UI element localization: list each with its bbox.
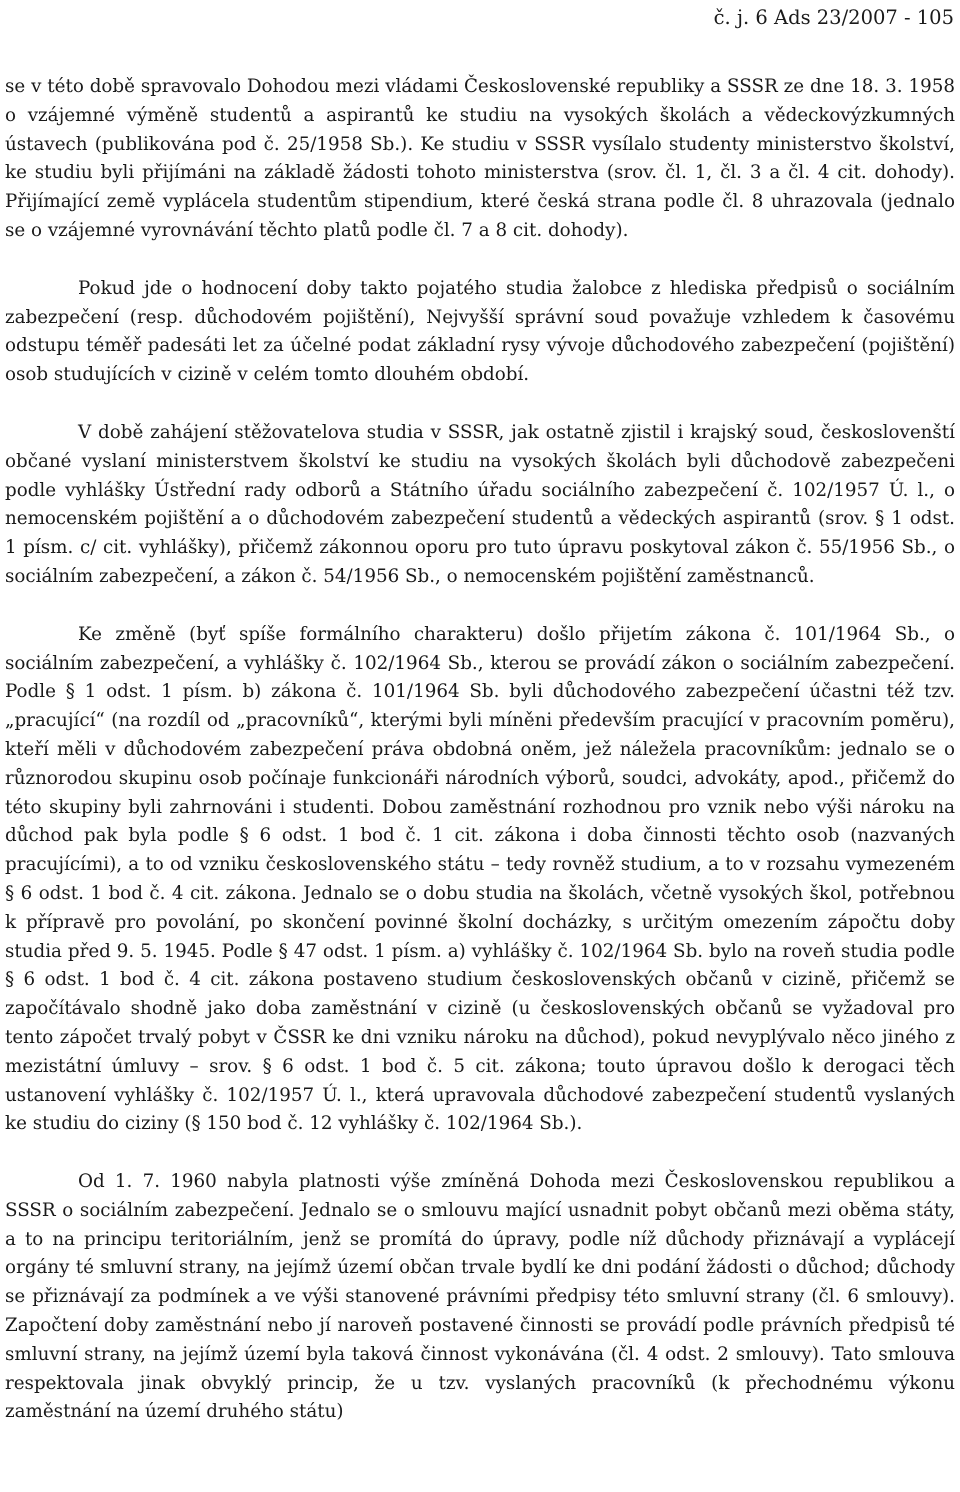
case-number-header: č. j. 6 Ads 23/2007 - 105 (713, 6, 954, 29)
paragraph-4: Ke změně (byť spíše formálního charakteru) došlo přijetím zákona č. 101/1964 Sb., o sociálním zabezpečení, a vyhlášky č. 102/1964 Sb., kterou se provádí zákon o sociálním zabezpečení. Podle § 1 odst. 1 písm. b) zákona č. 101/1964 Sb. byli důchodového zabezpečení účastni též tzv. „pracující“ (na rozdíl od „pracovníků“, kterými byli míněni především pracující v pracovním poměru), kteří měli v důchodovém zabezpečení práva obdobná oněm, jež náležela pracovníkům: jednalo se o různorodou skupinu osob počínaje funkcionáři národních výborů, soudci, advokáty, apod., přičemž do této skupiny byli zahrnováni i studenti. Dobou zaměstnání rozhodnou pro vznik nebo výši nároku na důchod pak byla podle § 6 odst. 1 bod č. 1 cit. zákona i doba činnosti těchto osob (nazvaných pracujícími), a to od vzniku československého státu – tedy rovněž studium, a to v rozsahu vymezeném § 6 odst. 1 bod č. 4 cit. zákona. Jednalo se o dobu studia na školách, včetně vysokých škol, potřebnou k přípravě pro povolání, po skončení povinné školní docházky, s určitým omezením zápočtu doby studia před 9. 5. 1945. Podle § 47 odst. 1 písm. a) vyhlášky č. 102/1964 Sb. bylo na roveň studia podle § 6 odst. 1 bod č. 4 cit. zákona postaveno studium československých občanů v cizině, přičemž se započítávalo shodně jako doba zaměstnání v cizině (u československých občanů se vyžadoval pro tento zápočet trvalý pobyt v ČSSR ke dni vzniku nároku na důchod), pokud nevyplývalo něco jiného z mezistátní úmluvy – srov. § 6 odst. 1 bod č. 5 cit. zákona; touto úpravou došlo k derogaci těch ustanovení vyhlášky č. 102/1957 Ú. l., která upravovala důchodové zabezpečení studentů vyslaných ke studiu do ciziny (§ 150 bod č. 12 vyhlášky č. 102/1964 Sb.). (5, 623, 955, 1135)
paragraph-1: se v této době spravovalo Dohodou mezi vládami Československé republiky a SSSR ze dne 18. 3. 1958 o vzájemné výměně studentů a aspirantů ke studiu na vysokých školách a vědeckovýzkumných ústavech (publikována pod č. 25/1958 Sb.). Ke studiu v SSSR vysílalo studenty ministerstvo školství, ke studiu byli přijímáni na základě žádosti tohoto ministerstva (srov. čl. 1, čl. 3 a čl. 4 cit. dohody). Přijímající země vyplácela studentům stipendium, které česká strana podle čl. 8 uhrazovala (jednalo se o vzájemné vyrovnávání těchto platů podle čl. 7 a 8 cit. dohody). (5, 76, 955, 241)
paragraph-5: Od 1. 7. 1960 nabyla platnosti výše zmíněná Dohoda mezi Československou republikou a SSSR o sociálním zabezpečení. Jednalo se o smlouvu mající usnadnit pobyt občanů mezi oběma státy, a to na principu teritoriálním, jenž se promítá do úpravy, podle níž důchody přiznávají a vyplácejí orgány té smluvní strany, na jejímž území občan trvale bydlí ke dni podání žádosti o důchod; důchody se přiznávají za podmínek a ve výši stanovené právními předpisy této smluvní strany (čl. 6 smlouvy). Započtení doby zaměstnání nebo jí naroveň postavené činnosti se provádí podle právních předpisů té smluvní strany, na jejímž území byla taková činnost vykonávána (čl. 4 odst. 2 smlouvy). Tato smlouva respektovala jinak obvyklý princip, že u tzv. vyslaných pracovníků (k přechodnému výkonu zaměstnání na území druhého státu) (5, 1171, 955, 1423)
paragraph-3: V době zahájení stěžovatelova studia v SSSR, jak ostatně zjistil i krajský soud, českoslovenští občané vyslaní ministerstvem školství ke studiu na vysokých školách byli důchodově zabezpečeni podle vyhlášky Ústřední rady odborů a Státního úřadu sociálního zabezpečení č. 102/1957 Ú. l., o nemocenském pojištění a o důchodovém zabezpečení studentů a vědeckých aspirantů (srov. § 1 odst. 1 písm. c/ cit. vyhlášky), přičemž zákonnou oporu pro tuto úpravu poskytoval zákon č. 55/1956 Sb., o sociálním zabezpečení, a zákon č. 54/1956 Sb., o nemocenském pojištění zaměstnanců. (5, 421, 955, 587)
paragraph-2: Pokud jde o hodnocení doby takto pojatého studia žalobce z hlediska předpisů o sociálním zabezpečení (resp. důchodovém pojištění), Nejvyšší správní soud považuje vzhledem k časovému odstupu téměř padesáti let za účelné podat základní rysy vývoje důchodového zabezpečení (pojištění) osob studujících v cizině v celém tomto dlouhém období. (5, 277, 955, 386)
document-body (5, 73, 955, 1427)
